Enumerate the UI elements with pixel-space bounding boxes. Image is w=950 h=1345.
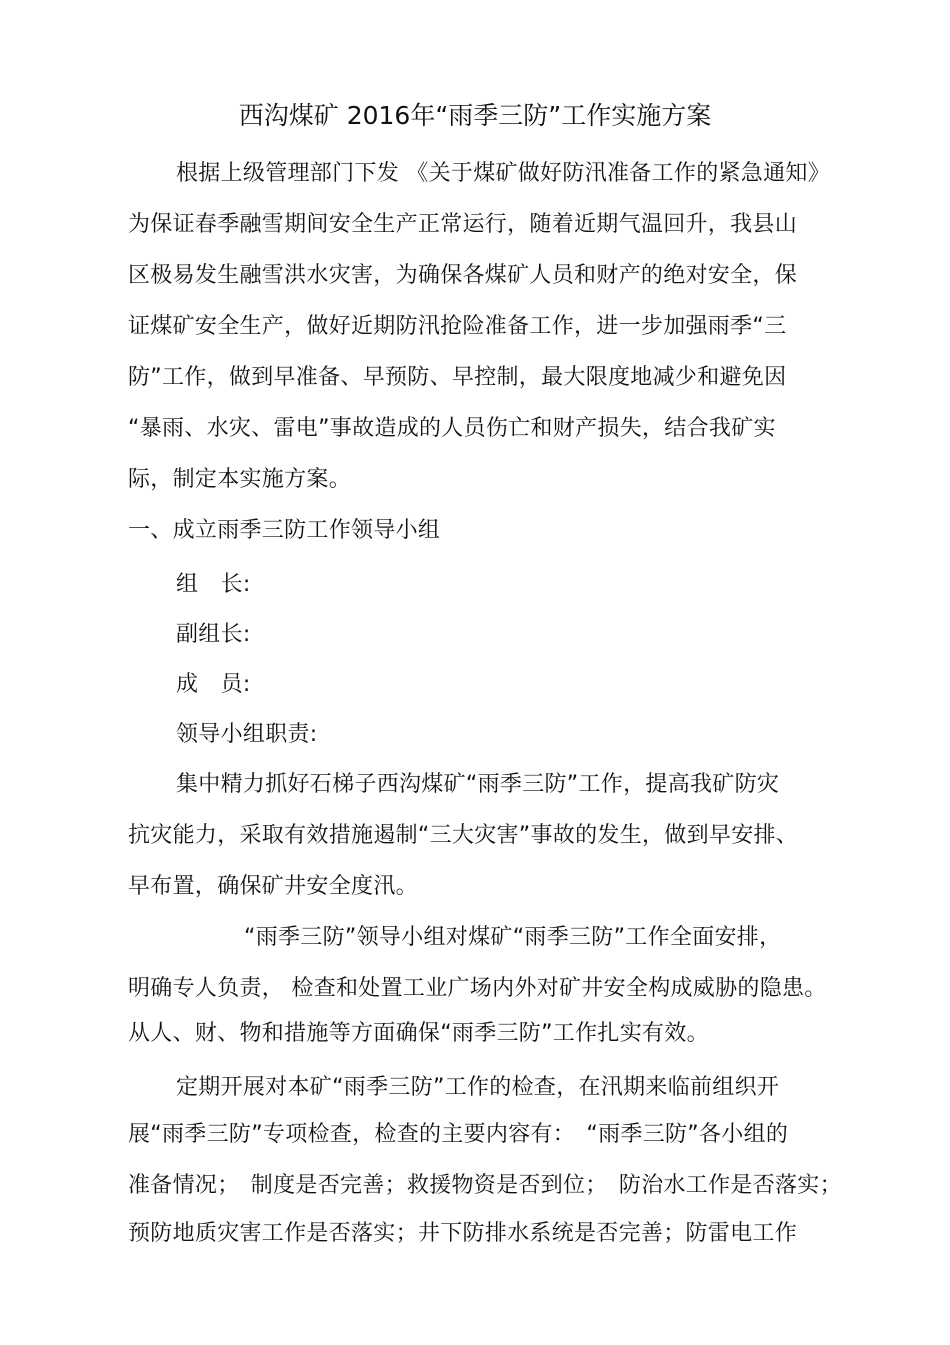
- members-field: 成 员:: [176, 672, 251, 697]
- paragraph-line: 证煤矿安全生产，做好近期防汛抢险准备工作，进一步加强雨季“三: [128, 314, 787, 339]
- paragraph-line: 预防地质灾害工作是否落实；井下防排水系统是否完善；防雷电工作: [128, 1221, 798, 1246]
- duties-label: 领导小组职责:: [176, 722, 318, 747]
- paragraph-line: 防”工作，做到早准备、早预防、早控制，最大限度地减少和避免因: [128, 365, 787, 390]
- paragraph-line: 际，制定本实施方案。: [128, 467, 352, 492]
- leader-field: 组 长:: [176, 572, 251, 597]
- paragraph-line: 从人、财、物和措施等方面确保“雨季三防”工作扎实有效。: [128, 1021, 709, 1046]
- paragraph-line: “雨季三防”领导小组对煤矿“雨季三防”工作全面安排，: [244, 925, 782, 950]
- document-title: 西沟煤矿 2016年“雨季三防”工作实施方案: [238, 101, 712, 130]
- paragraph-line: 根据上级管理部门下发 《关于煤矿做好防汛准备工作的紧急通知》: [176, 161, 830, 186]
- paragraph-line: 为保证春季融雪期间安全生产正常运行，随着近期气温回升，我县山: [128, 212, 798, 237]
- paragraph-line: 准备情况； 制度是否完善；救援物资是否到位； 防治水工作是否落实；: [128, 1173, 842, 1198]
- paragraph-line: 抗灾能力，采取有效措施遏制“三大灾害”事故的发生，做到早安排、: [128, 823, 799, 848]
- paragraph-line: 集中精力抓好石梯子西沟煤矿“雨季三防”工作，提高我矿防灾: [176, 772, 780, 797]
- paragraph-line: 区极易发生融雪洪水灾害，为确保各煤矿人员和财产的绝对安全，保: [128, 263, 798, 288]
- deputy-leader-field: 副组长:: [176, 622, 251, 647]
- section-heading: 一、成立雨季三防工作领导小组: [128, 518, 441, 543]
- paragraph-line: 早布置，确保矿井安全度汛。: [128, 874, 418, 899]
- paragraph-line: 定期开展对本矿“雨季三防”工作的检查，在汛期来临前组织开: [176, 1075, 780, 1100]
- paragraph-line: “暴雨、水灾、雷电”事故造成的人员伤亡和财产损失，结合我矿实: [128, 416, 776, 441]
- paragraph-line: 展“雨季三防”专项检查，检查的主要内容有： “雨季三防”各小组的: [128, 1122, 789, 1147]
- paragraph-line: 明确专人负责， 检查和处置工业广场内外对矿井安全构成威胁的隐患。: [128, 976, 827, 1001]
